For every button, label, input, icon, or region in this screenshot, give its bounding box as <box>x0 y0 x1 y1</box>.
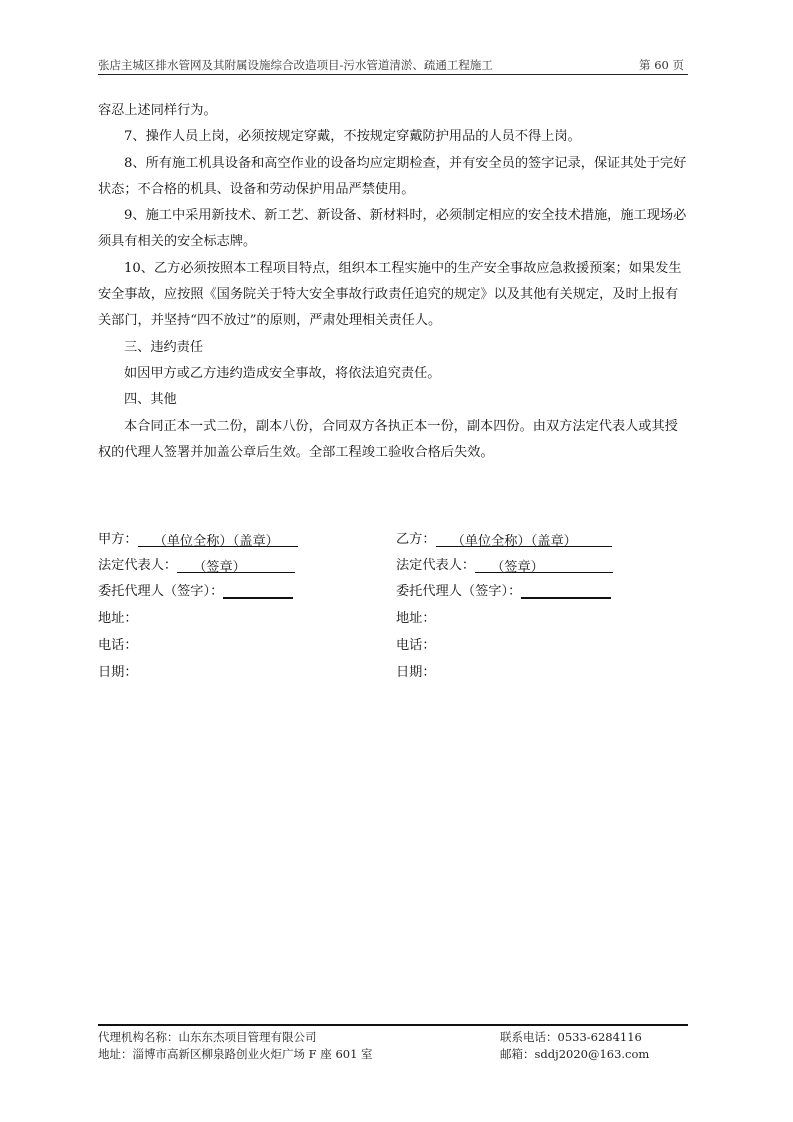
agency-email: 邮箱：sddj2020@163.com <box>500 1047 650 1061</box>
party-b-agent-field[interactable] <box>521 581 611 599</box>
party-a-row <box>98 528 298 548</box>
clause-7: 7、操作人员上岗，必须按规定穿戴，不按规定穿戴防护用品的人员不得上岗。 <box>124 129 581 145</box>
party-a-date-label: 日期： <box>98 665 138 680</box>
agency-address: 地址：淄博市高新区柳泉路创业火炬广场 F 座 601 室 <box>98 1047 373 1061</box>
party-b-phone-label: 电话： <box>396 638 436 653</box>
page-number: 第 60 页 <box>639 58 684 72</box>
agency-name: 代理机构名称：山东东杰项目管理有限公司 <box>98 1030 317 1044</box>
section-heading-breach: 三、违约责任 <box>124 339 204 355</box>
party-a-rep-row <box>98 554 295 574</box>
party-a-field[interactable]: （单位全称）（盖章） <box>138 530 298 547</box>
party-b-rep-label: 法定代表人： <box>396 558 476 573</box>
party-b-rep-row <box>396 554 613 574</box>
page-footer <box>98 1024 688 1061</box>
party-a-label: 甲方： <box>98 532 138 547</box>
party-b-row <box>396 528 612 548</box>
party-b-label: 乙方： <box>396 532 436 547</box>
clause-9: 9、施工中采用新技术、新工艺、新设备、新材料时，必须制定相应的安全技术措施，施工现场必须具有相关的安全标志牌。 <box>98 208 687 250</box>
other-paragraph: 本合同正本一式二份，副本八份，合同双方各执正本一份，副本四份。由双方法定代表人或其授权的代理人签署并加盖公章后生效。全部工程竣工验收合格后失效。 <box>98 418 678 460</box>
paragraph: 容忍上述同样行为。 <box>98 103 217 118</box>
party-a-agent-label: 委托代理人（签字）： <box>98 584 224 599</box>
document-body <box>98 98 690 466</box>
page-header <box>98 56 688 75</box>
party-b-field[interactable]: （单位全称）（盖章） <box>436 530 612 547</box>
party-b-date-label: 日期： <box>396 665 436 680</box>
party-b-address-label: 地址： <box>396 611 436 626</box>
party-b-rep-field[interactable]: （签章） <box>475 556 613 573</box>
party-b-agent-row <box>396 580 611 600</box>
party-a-rep-field[interactable]: （签章） <box>177 556 295 573</box>
breach-paragraph: 如因甲方或乙方违约造成安全事故，将依法追究责任。 <box>124 365 441 381</box>
section-heading-other: 四、其他 <box>124 392 177 408</box>
party-a-agent-field[interactable] <box>223 581 293 599</box>
party-a-agent-row <box>98 580 293 600</box>
party-a-address-label: 地址： <box>98 611 138 626</box>
party-a-rep-label: 法定代表人： <box>98 558 178 573</box>
document-title: 张店主城区排水管网及其附属设施综合改造项目-污水管道清淤、疏通工程施工 <box>98 58 493 72</box>
clause-10: 10、乙方必须按照本工程项目特点，组织本工程实施中的生产安全事故应急救援预案；如果发生安全事故，应按照《国务院关于特大安全事故行政责任追究的规定》以及其他有关规定，及时上报有关部门，并坚持“四不放过”的原则，严肃处理相关责任人。 <box>98 260 682 329</box>
agency-phone: 联系电话：0533-6284116 <box>500 1030 642 1044</box>
clause-8: 8、所有施工机具设备和高空作业的设备均应定期检查，并有安全员的签字记录，保证其处于完好状态；不合格的机具、设备和劳动保护用品严禁使用。 <box>98 155 687 197</box>
party-a-phone-label: 电话： <box>98 638 138 653</box>
party-b-agent-label: 委托代理人（签字）： <box>396 584 522 599</box>
